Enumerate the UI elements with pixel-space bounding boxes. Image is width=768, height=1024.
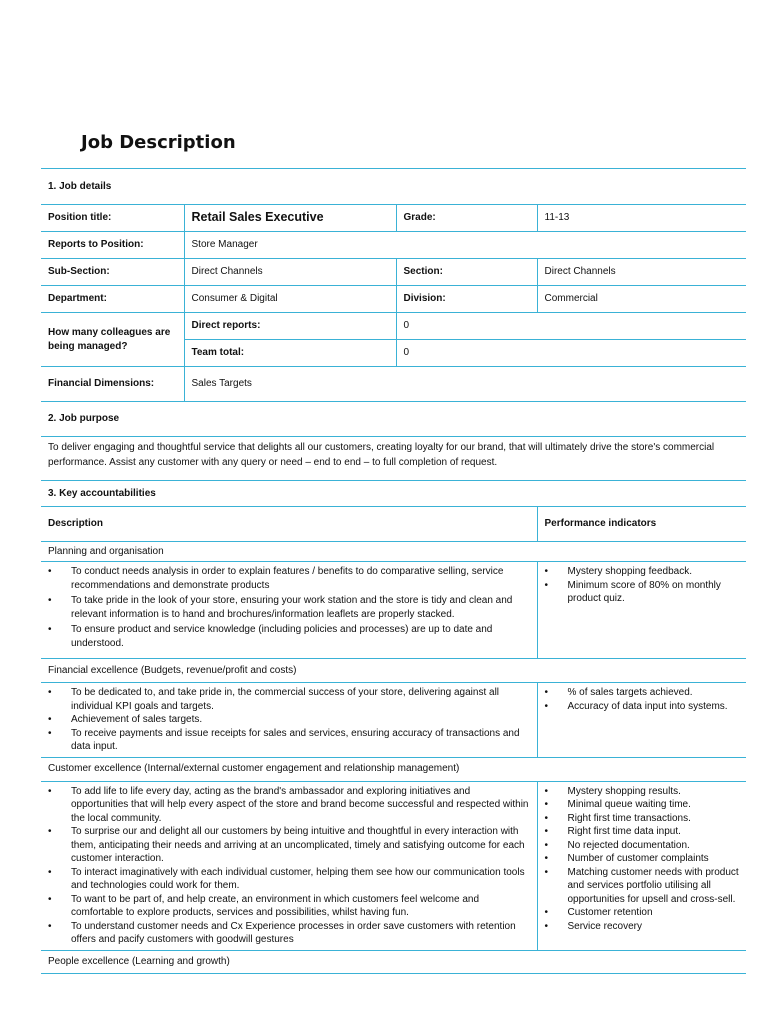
description-header: Description [41, 507, 537, 542]
key-accountabilities-heading-row [41, 481, 746, 507]
department-row [41, 286, 746, 313]
section-title-row [41, 659, 746, 683]
grade-value: 11-13 [537, 205, 746, 232]
section-title-row [41, 950, 746, 973]
reports-to-row [41, 232, 746, 259]
reports-to-value: Store Manager [184, 232, 746, 259]
indicator-item: • Service recovery [545, 920, 740, 934]
list-item: • To take pride in the look of your store, ensuring your work station and the store is tidy and clean and relevant information is to hand and brochures/information leaflets are properly stacked. [48, 594, 530, 621]
colleagues-label: How many colleagues are being managed? [41, 313, 184, 367]
indicator-item: • Minimum score of 80% on monthly product quiz. [545, 579, 740, 606]
grade-label: Grade: [396, 205, 537, 232]
indicator-item: • Right first time transactions. [545, 812, 740, 826]
job-details-heading-row [41, 169, 746, 205]
page-title: Job Description [81, 132, 236, 153]
job-purpose-heading: 2. Job purpose [41, 402, 746, 437]
team-total-label: Team total: [184, 340, 396, 367]
sub-section-label: Sub-Section: [41, 259, 184, 286]
list-item: • To understand customer needs and Cx Experience processes in order save customers with retention offers and pacify customers with goodwill gestures [48, 920, 530, 947]
list-item: • To receive payments and issue receipts for sales and services, ensuring accuracy of transactions and data input. [48, 727, 530, 754]
job-details-heading: 1. Job details [41, 169, 746, 205]
section-indicators [537, 562, 746, 659]
indicator-item: • Number of customer complaints [545, 852, 740, 866]
job-purpose-heading-row [41, 402, 746, 437]
indicators-header: Performance indicators [537, 507, 746, 542]
list-item: • To add life to life every day, acting as the brand's ambassador and exploring initiatives and opportunities that will help every aspect of the store and brand become successful and respected within the local community. [48, 785, 530, 826]
job-purpose-row [41, 437, 746, 481]
section-title-row [41, 757, 746, 781]
indicator-item: • Customer retention [545, 906, 740, 920]
key-accountabilities-heading: 3. Key accountabilities [41, 481, 746, 507]
indicator-item: • Mystery shopping results. [545, 785, 740, 799]
department-value: Consumer & Digital [184, 286, 396, 313]
section-content-row [41, 781, 746, 950]
list-item: • To conduct needs analysis in order to explain features / benefits to do comparative selling, service recommendations and demonstrate products [48, 565, 530, 592]
section-title: Customer excellence (Internal/external customer engagement and relationship management) [41, 757, 746, 781]
sub-section-row [41, 259, 746, 286]
division-value: Commercial [537, 286, 746, 313]
list-item: • To want to be part of, and help create, an environment in which customers feel welcome and comfortable to explore products, services and possibilities, whilst having fun. [48, 893, 530, 920]
section-title-row [41, 542, 746, 562]
accountabilities-header-row [41, 507, 746, 542]
indicator-item: • Matching customer needs with product and services portfolio utilising all opportunities for upsell and cross-sell. [545, 866, 740, 907]
list-item: • To interact imaginatively with each individual customer, helping them see how our communication tools and technologies could work for them. [48, 866, 530, 893]
section-items [41, 562, 537, 659]
list-item: • To surprise our and delight all our customers by being intuitive and thoughtful in every interaction with them, anticipating their needs and arriving at an uncomplicated, timely and satisfying outcome for each customer interaction. [48, 825, 530, 866]
position-row [41, 205, 746, 232]
position-title-label: Position title: [41, 205, 184, 232]
section-label: Section: [396, 259, 537, 286]
indicator-item: • Minimal queue waiting time. [545, 798, 740, 812]
financial-dimensions-value: Sales Targets [184, 367, 746, 402]
section-indicators [537, 781, 746, 950]
division-label: Division: [396, 286, 537, 313]
section-items [41, 683, 537, 758]
financial-dimensions-label: Financial Dimensions: [41, 367, 184, 402]
direct-reports-value: 0 [396, 313, 746, 340]
list-item: • To be dedicated to, and take pride in, the commercial success of your store, delivering against all individual KPI goals and targets. [48, 686, 530, 713]
section-title: Financial excellence (Budgets, revenue/profit and costs) [41, 659, 746, 683]
financial-dimensions-row [41, 367, 746, 402]
list-item: • To ensure product and service knowledge (including policies and processes) are up to date and understood. [48, 623, 530, 650]
job-description-table [41, 168, 746, 974]
direct-reports-row [41, 313, 746, 340]
job-purpose-text: To deliver engaging and thoughtful service that delights all our customers, creating loyalty for our brand, that will ultimately drive the store's commercial performance. Assist any customer with any query or need – end to end – to full completion of request. [41, 437, 746, 481]
indicator-item: • Right first time data input. [545, 825, 740, 839]
section-value: Direct Channels [537, 259, 746, 286]
indicator-item: • Accuracy of data input into systems. [545, 700, 740, 714]
section-indicators [537, 683, 746, 758]
indicator-item: • % of sales targets achieved. [545, 686, 740, 700]
section-title: Planning and organisation [41, 542, 746, 562]
indicator-item: • No rejected documentation. [545, 839, 740, 853]
section-items [41, 781, 537, 950]
list-item: • Achievement of sales targets. [48, 713, 530, 727]
section-title: People excellence (Learning and growth) [41, 950, 746, 973]
reports-to-label: Reports to Position: [41, 232, 184, 259]
position-title-value: Retail Sales Executive [184, 205, 396, 232]
sub-section-value: Direct Channels [184, 259, 396, 286]
section-content-row [41, 683, 746, 758]
team-total-value: 0 [396, 340, 746, 367]
indicator-item: • Mystery shopping feedback. [545, 565, 740, 579]
section-content-row [41, 562, 746, 659]
department-label: Department: [41, 286, 184, 313]
direct-reports-label: Direct reports: [184, 313, 396, 340]
